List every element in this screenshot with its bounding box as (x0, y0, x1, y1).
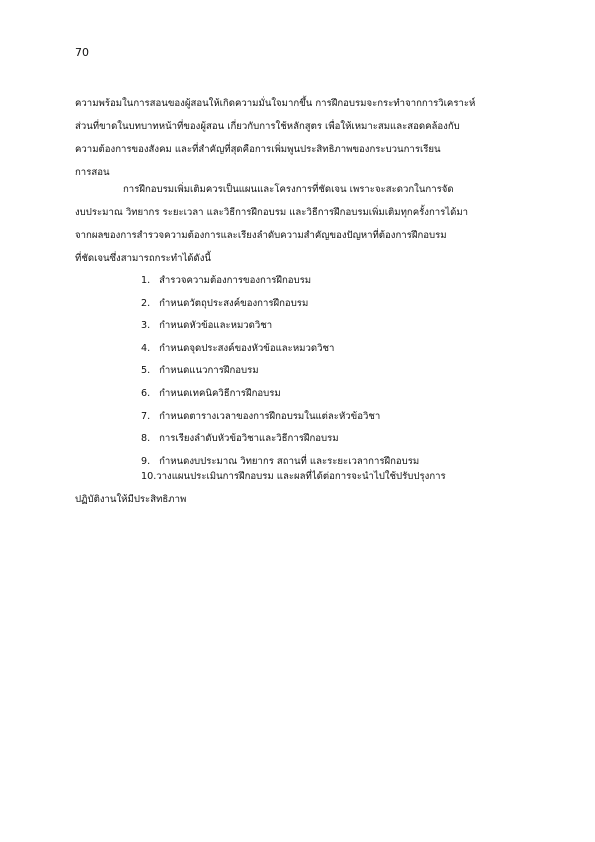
list-item-text: กำหนดเทคนิควิธีการฝึกอบรม (159, 387, 281, 399)
list-item-text: กำหนดวัตถุประสงค์ของการฝึกอบรม (159, 297, 309, 309)
list-item-number: 1. (141, 275, 151, 286)
list-item (141, 406, 531, 429)
list-item-text: กำหนดแนวการฝึกอบรม (159, 365, 259, 377)
paragraph-1-line: การสอน (75, 167, 110, 178)
paragraph-2 (75, 178, 525, 270)
list-item-number: 3. (141, 320, 151, 332)
list-item-number: 2. (141, 297, 151, 309)
paragraph-1 (75, 92, 525, 184)
list-item-text: สำรวจความต้องการของการฝึกอบรม (159, 275, 312, 286)
paragraph-1-line: ความต้องการของสังคม และที่สำคัญที่สุดคือการเพิ่มพูนประสิทธิภาพของกระบวนการเรียน (75, 144, 441, 155)
list-item (141, 315, 531, 338)
page-number: 70 (75, 46, 89, 59)
list-item-number: 9. (141, 455, 151, 467)
list-item-number: 5. (141, 365, 151, 377)
list-item (141, 383, 531, 406)
list-item-number: 8. (141, 433, 151, 445)
list-item (141, 360, 531, 383)
list-item-number: 7. (141, 410, 151, 422)
list-item (141, 270, 531, 293)
list-item-number: 6. (141, 387, 151, 399)
list-item (141, 428, 531, 451)
list-item-number: 4. (141, 342, 151, 354)
paragraph-2-line: งบประมาณ วิทยากร ระยะเวลา และวิธีการฝึกอบรม และวิธีการฝึกอบรมเพิ่มเติมทุกครั้งการได้มา (75, 207, 469, 218)
step-10-line: 10.วางแผนประเมินการฝึกอบรม และผลที่ได้ต่อการจะนำไปใช้ปรับปรุงการ (141, 471, 446, 482)
training-steps-list (141, 270, 531, 473)
list-item (141, 338, 531, 361)
list-item (141, 293, 531, 316)
paragraph-2-line: การฝึกอบรมเพิ่มเติมควรเป็นแผนและโครงการที่ชัดเจน เพราะจะสะดวกในการจัด (123, 184, 454, 195)
list-item-text: กำหนดจุดประสงค์ของหัวข้อและหมวดวิชา (159, 342, 335, 354)
paragraph-2-line: ที่ชัดเจนซึ่งสามารถกระทำได้ดังนี้ (75, 253, 211, 264)
paragraph-2-line: จากผลของการสำรวจความต้องการและเรียงลำดับความสำคัญของปัญหาที่ต้องการฝึกอบรม (75, 230, 447, 241)
paragraph-1-line: ความพร้อมในการสอนของผู้สอนให้เกิดความมั่นใจมากขึ้น การฝึกอบรมจะกระทำจากการวิเคราะห์ (75, 98, 476, 109)
step-10-paragraph (75, 465, 525, 511)
paragraph-1-line: ส่วนที่ขาดในบทบาทหน้าที่ของผู้สอน เกี่ยวกับการใช้หลักสูตร เพื่อให้เหมาะสมและสอดคล้องกับ (75, 121, 460, 132)
list-item-text: กำหนดงบประมาณ วิทยากร สถานที่ และระยะเวลาการฝึกอบรม (159, 455, 420, 467)
list-item-text: กำหนดตารางเวลาของการฝึกอบรมในแต่ละหัวข้อวิชา (159, 410, 381, 422)
list-item-text: กำหนดหัวข้อและหมวดวิชา (159, 320, 273, 332)
step-10-line: ปฏิบัติงานให้มีประสิทธิภาพ (75, 494, 187, 505)
list-item-text: การเรียงลำดับหัวข้อวิชาและวิธีการฝึกอบรม (159, 433, 339, 445)
